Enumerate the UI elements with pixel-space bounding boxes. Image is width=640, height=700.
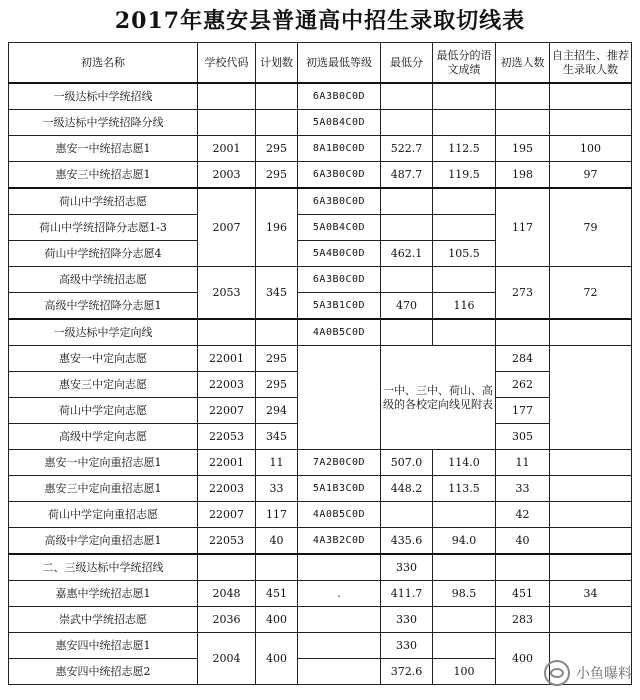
- cell-grade: 4A0B5C0D: [298, 502, 381, 528]
- cell-grade: 4A0B5C0D: [298, 319, 381, 346]
- cell-grade: 8A1B0C0D: [298, 136, 381, 162]
- cell-plan: 295: [256, 136, 298, 162]
- table-row: [9, 83, 632, 110]
- cell-code: 2007: [198, 188, 256, 267]
- cell-plan: 400: [256, 633, 298, 685]
- cell-count: 177: [496, 398, 550, 424]
- cell-count: 117: [496, 188, 550, 267]
- header-chinese: 最低分的语文成绩: [433, 43, 496, 84]
- cell-min-score: 435.6: [381, 528, 433, 555]
- cell-name: 荷山中学统招降分志愿1-3: [9, 215, 198, 241]
- cell-code: 22007: [198, 502, 256, 528]
- cell-name: 惠安一中定向重招志愿1: [9, 450, 198, 476]
- page-title: 2017年惠安县普通高中招生录取切线表: [114, 8, 526, 34]
- cell-grade: 4A3B2C0D: [298, 528, 381, 555]
- cell-chinese: 98.5: [433, 581, 496, 607]
- cell-name: 一级达标中学统招线: [9, 83, 198, 110]
- table-row: [9, 607, 632, 633]
- cell-count: 11: [496, 450, 550, 476]
- cell-name: 惠安三中定向重招志愿1: [9, 476, 198, 502]
- table-row: [9, 188, 632, 215]
- cell-plan: 345: [256, 267, 298, 320]
- cell-min-score: 487.7: [381, 162, 433, 189]
- cell-grade: 5A0B4C0D: [298, 110, 381, 136]
- cell-auto: 79: [550, 188, 632, 267]
- cell-plan: 400: [256, 607, 298, 633]
- header-code: 学校代码: [198, 43, 256, 84]
- cell-name: 荷山中学定向志愿: [9, 398, 198, 424]
- table-row: [9, 162, 632, 189]
- cell-min-score: 507.0: [381, 450, 433, 476]
- cell-chinese: 119.5: [433, 162, 496, 189]
- cell-code: 22001: [198, 450, 256, 476]
- cell-code: 22053: [198, 528, 256, 555]
- admission-cutoff-table: [8, 42, 632, 685]
- cell-plan: 117: [256, 502, 298, 528]
- header-auto: 自主招生、推荐生录取人数: [550, 43, 632, 84]
- table-row: [9, 136, 632, 162]
- header-row: [9, 43, 632, 84]
- cell-name: 一级达标中学定向线: [9, 319, 198, 346]
- header-min-score: 最低分: [381, 43, 433, 84]
- table-row: [9, 267, 632, 293]
- header-grade: 初选最低等级: [298, 43, 381, 84]
- cell-count: 33: [496, 476, 550, 502]
- cell-code: 2036: [198, 607, 256, 633]
- table-row: [9, 450, 632, 476]
- cell-auto: 34: [550, 581, 632, 607]
- cell-grade: 6A3B0C0D: [298, 267, 381, 293]
- cell-plan: 11: [256, 450, 298, 476]
- cell-chinese: 94.0: [433, 528, 496, 555]
- cell-count: 198: [496, 162, 550, 189]
- cell-plan: 295: [256, 162, 298, 189]
- table-row: [9, 319, 632, 346]
- cell-chinese: 112.5: [433, 136, 496, 162]
- cell-plan: 196: [256, 188, 298, 267]
- cell-name: 高级中学统招志愿: [9, 267, 198, 293]
- cell-name: 惠安四中统招志愿1: [9, 633, 198, 659]
- cell-name: 高级中学统招降分志愿1: [9, 293, 198, 320]
- cell-chinese: 113.5: [433, 476, 496, 502]
- watermark-text: 小鱼曝料: [576, 666, 632, 682]
- cell-grade: 6A3B0C0D: [298, 188, 381, 215]
- cell-name: 惠安四中统招志愿2: [9, 659, 198, 685]
- cell-name: 荷山中学统招降分志愿4: [9, 241, 198, 267]
- cell-min-score: 411.7: [381, 581, 433, 607]
- cell-name: 惠安三中定向志愿: [9, 372, 198, 398]
- cell-chinese: 105.5: [433, 241, 496, 267]
- cell-plan: 33: [256, 476, 298, 502]
- cell-name: 高级中学定向志愿: [9, 424, 198, 450]
- directed-line-note: 一中、三中、荷山、高级的各校定向线见附表: [381, 346, 496, 450]
- cell-plan: 295: [256, 372, 298, 398]
- cell-code: 22001: [198, 346, 256, 372]
- header-name: 初选名称: [9, 43, 198, 84]
- cell-grade: 6A3B0C0D: [298, 162, 381, 189]
- cell-name: 崇武中学统招志愿: [9, 607, 198, 633]
- cell-min-score: 522.7: [381, 136, 433, 162]
- cell-min-score: 470: [381, 293, 433, 320]
- cell-count: 283: [496, 607, 550, 633]
- cell-min-score: 330: [381, 607, 433, 633]
- cell-name: 惠安一中统招志愿1: [9, 136, 198, 162]
- table-row: [9, 528, 632, 555]
- header-count: 初选人数: [496, 43, 550, 84]
- table-row: [9, 476, 632, 502]
- cell-grade: .: [298, 581, 381, 607]
- fish-logo-icon: [544, 660, 570, 686]
- cell-grade: 7A2B0C0D: [298, 450, 381, 476]
- cell-name: 高级中学定向重招志愿1: [9, 528, 198, 555]
- cell-auto: 72: [550, 267, 632, 320]
- cell-count: 400: [496, 633, 550, 685]
- cell-chinese: 100: [433, 659, 496, 685]
- cell-count: 284: [496, 346, 550, 372]
- table-row: [9, 346, 632, 372]
- cell-chinese: 116: [433, 293, 496, 320]
- cell-min-score: 330: [381, 554, 433, 581]
- cell-count: 273: [496, 267, 550, 320]
- cell-plan: 345: [256, 424, 298, 450]
- cell-code: 22007: [198, 398, 256, 424]
- table-row: [9, 554, 632, 581]
- cell-grade: 5A3B1C0D: [298, 293, 381, 320]
- table-row: [9, 581, 632, 607]
- cell-name: 一级达标中学统招降分线: [9, 110, 198, 136]
- cell-plan: 40: [256, 528, 298, 555]
- cell-code: 22053: [198, 424, 256, 450]
- cell-code: 2001: [198, 136, 256, 162]
- cell-count: 195: [496, 136, 550, 162]
- cell-name: 二、三级达标中学统招线: [9, 554, 198, 581]
- cell-plan: 295: [256, 346, 298, 372]
- cell-auto: 100: [550, 136, 632, 162]
- cell-name: 荷山中学定向重招志愿: [9, 502, 198, 528]
- cell-count: 262: [496, 372, 550, 398]
- cell-min-score: 448.2: [381, 476, 433, 502]
- watermark: [544, 660, 632, 686]
- cell-code: 2048: [198, 581, 256, 607]
- cell-grade: 5A0B4C0D: [298, 215, 381, 241]
- cell-count: 40: [496, 528, 550, 555]
- cell-name: 惠安三中统招志愿1: [9, 162, 198, 189]
- cell-name: 惠安一中定向志愿: [9, 346, 198, 372]
- cell-count: 305: [496, 424, 550, 450]
- cell-code: 2004: [198, 633, 256, 685]
- cell-code: 2003: [198, 162, 256, 189]
- cell-count: 451: [496, 581, 550, 607]
- cell-auto: 97: [550, 162, 632, 189]
- cell-min-score: 330: [381, 633, 433, 659]
- cell-min-score: 462.1: [381, 241, 433, 267]
- table-row: [9, 633, 632, 659]
- cell-grade: 5A4B0C0D: [298, 241, 381, 267]
- cell-code: 22003: [198, 476, 256, 502]
- cell-min-score: 372.6: [381, 659, 433, 685]
- header-plan: 计划数: [256, 43, 298, 84]
- cell-name: 荷山中学统招志愿: [9, 188, 198, 215]
- cell-plan: 294: [256, 398, 298, 424]
- cell-chinese: 114.0: [433, 450, 496, 476]
- cell-code: 22003: [198, 372, 256, 398]
- cell-grade: 5A1B3C0D: [298, 476, 381, 502]
- cell-count: 42: [496, 502, 550, 528]
- cell-plan: 451: [256, 581, 298, 607]
- cell-name: 嘉惠中学统招志愿1: [9, 581, 198, 607]
- cell-code: 2053: [198, 267, 256, 320]
- table-row: [9, 110, 632, 136]
- table-row: [9, 502, 632, 528]
- cell-grade: 6A3B0C0D: [298, 83, 381, 110]
